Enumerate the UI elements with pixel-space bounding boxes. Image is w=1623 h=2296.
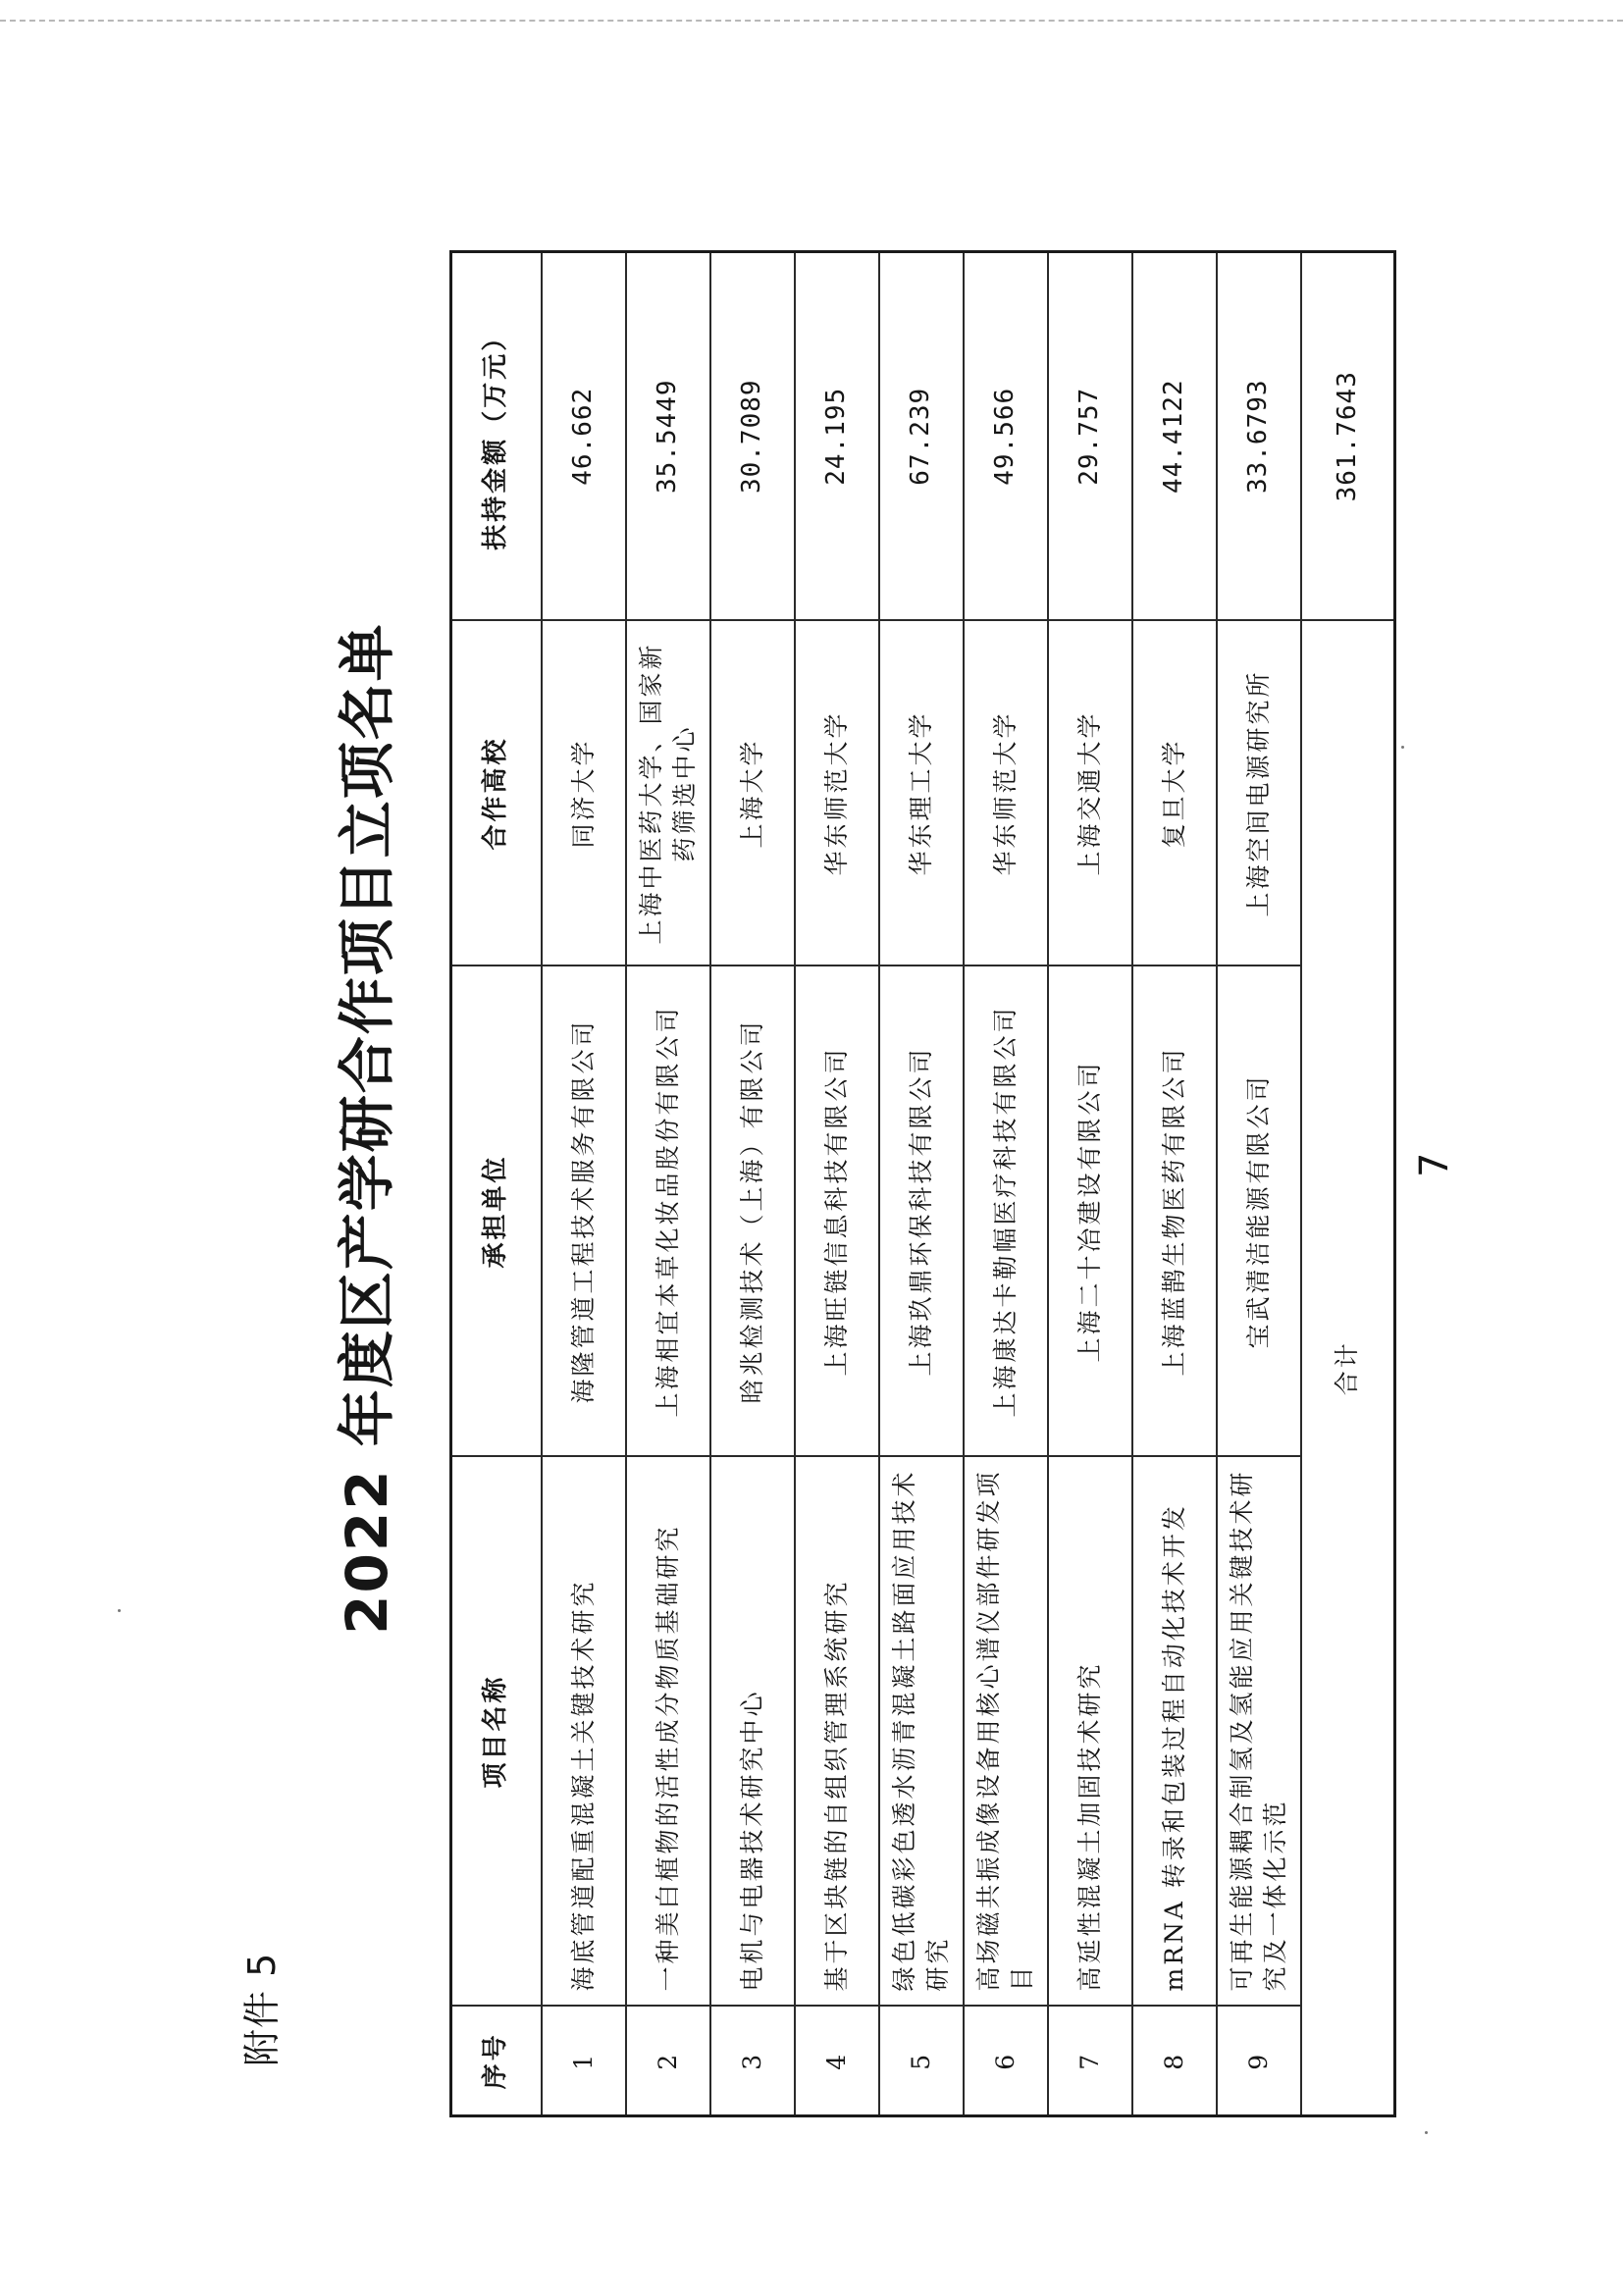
cell-school: 华东师范大学: [964, 621, 1048, 966]
cell-school: 上海交通大学: [1048, 621, 1132, 966]
cell-seq: 1: [542, 2007, 626, 2116]
total-row: [1301, 252, 1395, 2116]
table-row: [1048, 252, 1132, 2116]
page-number: 7: [1412, 1152, 1457, 1177]
cell-project: 可再生能源耦合制氢及氢能应用关键技术研究及一体化示范: [1217, 1457, 1301, 2007]
scan-speck: [118, 1609, 121, 1612]
cell-school: 同济大学: [542, 621, 626, 966]
table-row: [542, 252, 626, 2116]
cell-seq: 8: [1132, 2007, 1217, 2116]
cell-amount: 24.195: [795, 252, 879, 621]
cell-amount: 46.662: [542, 252, 626, 621]
cell-seq: 6: [964, 2007, 1048, 2116]
cell-seq: 7: [1048, 2007, 1132, 2116]
column-header-school: 合作高校: [451, 621, 542, 966]
cell-project: 电机与电器技术研究中心: [710, 1457, 795, 2007]
table-row: [964, 252, 1048, 2116]
table-row: [626, 252, 710, 2116]
table-header-row: [451, 252, 542, 2116]
cell-school: 华东师范大学: [795, 621, 879, 966]
cell-amount: 30.7089: [710, 252, 795, 621]
cell-school: 上海大学: [710, 621, 795, 966]
cell-unit: 上海旺链信息科技有限公司: [795, 966, 879, 1457]
total-amount: 361.7643: [1301, 252, 1395, 621]
cell-unit: 上海蓝鹊生物医药有限公司: [1132, 966, 1217, 1457]
cell-unit: 晗兆检测技术（上海）有限公司: [710, 966, 795, 1457]
cell-amount: 35.5449: [626, 252, 710, 621]
cell-project: 海底管道配重混凝土关键技术研究: [542, 1457, 626, 2007]
cell-project: 一种美白植物的活性成分物质基础研究: [626, 1457, 710, 2007]
cell-amount: 49.566: [964, 252, 1048, 621]
cell-project: 高场磁共振成像设备用核心谱仪部件研发项目: [964, 1457, 1048, 2007]
attachment-label: 附件 5: [240, 1952, 284, 2066]
cell-seq: 9: [1217, 2007, 1301, 2116]
column-header-amount: 扶持金额（万元）: [451, 252, 542, 621]
cell-unit: 上海玖鼎环保科技有限公司: [879, 966, 964, 1457]
cell-amount: 67.239: [879, 252, 964, 621]
cell-unit: 上海二十冶建设有限公司: [1048, 966, 1132, 1457]
cell-unit: 上海康达卡勒幅医疗科技有限公司: [964, 966, 1048, 1457]
cell-unit: 宝武清洁能源有限公司: [1217, 966, 1301, 1457]
cell-amount: 44.4122: [1132, 252, 1217, 621]
cell-seq: 3: [710, 2007, 795, 2116]
cell-project: mRNA 转录和包装过程自动化技术开发: [1132, 1457, 1217, 2007]
table-row: [795, 252, 879, 2116]
document-title: 2022 年度区产学研合作项目立项名单: [334, 622, 400, 1635]
cell-unit: 上海相宜本草化妆品股份有限公司: [626, 966, 710, 1457]
project-list-table: [449, 250, 1396, 2117]
cell-amount: 33.6793: [1217, 252, 1301, 621]
cell-unit: 海隆管道工程技术服务有限公司: [542, 966, 626, 1457]
cell-school: 华东理工大学: [879, 621, 964, 966]
cell-school: 上海空间电源研究所: [1217, 621, 1301, 966]
column-header-unit: 承担单位: [451, 966, 542, 1457]
cell-amount: 29.757: [1048, 252, 1132, 621]
cell-seq: 4: [795, 2007, 879, 2116]
cell-seq: 5: [879, 2007, 964, 2116]
cell-school: 上海中医药大学、国家新药筛选中心: [626, 621, 710, 966]
column-header-project: 项目名称: [451, 1457, 542, 2007]
total-label: 合计: [1301, 621, 1395, 2116]
cell-project: 高延性混凝土加固技术研究: [1048, 1457, 1132, 2007]
cell-project: 绿色低碳彩色透水沥青混凝土路面应用技术研究: [879, 1457, 964, 2007]
table-row: [1132, 252, 1217, 2116]
project-list-table-wrapper: [449, 253, 1362, 2117]
cell-school: 复旦大学: [1132, 621, 1217, 966]
table-row: [1217, 252, 1301, 2116]
scan-edge-line: [0, 20, 1623, 22]
cell-project: 基于区块链的自组织管理系统研究: [795, 1457, 879, 2007]
cell-seq: 2: [626, 2007, 710, 2116]
column-header-seq: 序号: [451, 2007, 542, 2116]
scan-speck: [1425, 2131, 1428, 2134]
table-row: [710, 252, 795, 2116]
scan-speck: [1401, 746, 1404, 749]
table-row: [879, 252, 964, 2116]
